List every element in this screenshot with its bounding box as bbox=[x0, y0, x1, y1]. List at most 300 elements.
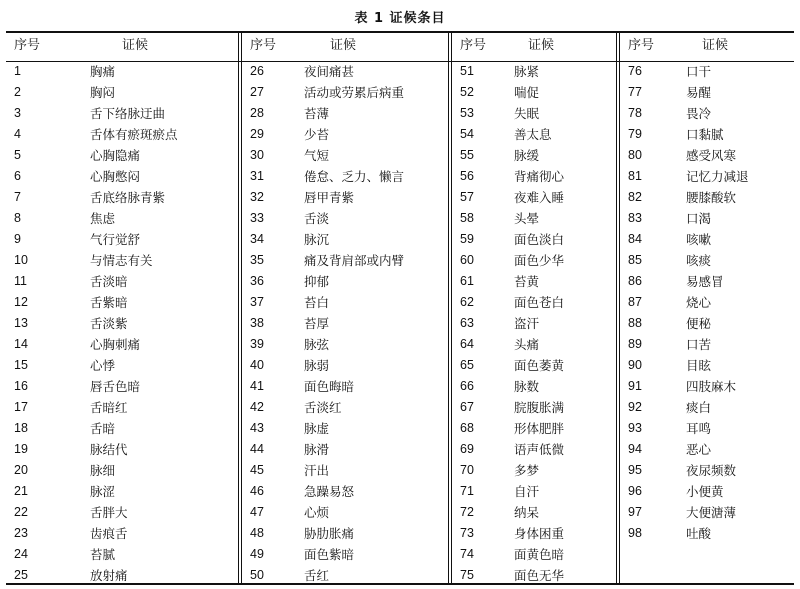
table-row bbox=[6, 292, 238, 313]
row-syndrome: 苔黄 bbox=[514, 274, 540, 289]
row-list bbox=[242, 61, 448, 586]
table-row bbox=[452, 334, 616, 355]
table-row bbox=[6, 124, 238, 145]
row-number: 25 bbox=[14, 568, 28, 582]
row-syndrome: 脉沉 bbox=[304, 232, 330, 247]
column-group-3 bbox=[452, 31, 616, 583]
row-syndrome: 盗汗 bbox=[514, 316, 540, 331]
row-syndrome: 面色少华 bbox=[514, 253, 565, 268]
row-number: 94 bbox=[628, 442, 642, 456]
row-syndrome: 耳鸣 bbox=[686, 421, 712, 436]
table-row bbox=[452, 418, 616, 439]
table-row bbox=[6, 61, 238, 82]
column-group-2 bbox=[242, 31, 448, 583]
row-number: 11 bbox=[14, 274, 27, 288]
table-row bbox=[6, 187, 238, 208]
column-group-4 bbox=[620, 31, 794, 583]
row-number: 45 bbox=[250, 463, 264, 477]
row-number: 42 bbox=[250, 400, 264, 414]
row-syndrome: 胸闷 bbox=[90, 85, 116, 100]
table-row bbox=[452, 460, 616, 481]
row-syndrome: 舌红 bbox=[304, 568, 330, 583]
table-row bbox=[6, 166, 238, 187]
row-syndrome: 舌下络脉迂曲 bbox=[90, 106, 166, 121]
row-syndrome: 齿痕舌 bbox=[90, 526, 128, 541]
row-syndrome: 倦怠、乏力、懒言 bbox=[304, 169, 405, 184]
row-syndrome: 烧心 bbox=[686, 295, 712, 310]
table-row bbox=[6, 376, 238, 397]
table-row bbox=[452, 523, 616, 544]
table-row bbox=[452, 187, 616, 208]
row-syndrome: 脉数 bbox=[514, 379, 540, 394]
row-number: 95 bbox=[628, 463, 642, 477]
row-syndrome: 舌暗 bbox=[90, 421, 116, 436]
table-row bbox=[242, 376, 448, 397]
row-number: 62 bbox=[460, 295, 474, 309]
row-syndrome: 心胸憋闷 bbox=[90, 169, 141, 184]
row-number: 67 bbox=[460, 400, 474, 414]
row-number: 71 bbox=[460, 484, 474, 498]
row-number: 84 bbox=[628, 232, 642, 246]
row-syndrome: 脉虚 bbox=[304, 421, 330, 436]
table-row bbox=[242, 544, 448, 565]
row-syndrome: 小便黄 bbox=[686, 484, 724, 499]
table-row bbox=[452, 145, 616, 166]
row-syndrome: 焦虑 bbox=[90, 211, 116, 226]
row-syndrome: 面色晦暗 bbox=[304, 379, 355, 394]
row-number: 68 bbox=[460, 421, 474, 435]
table-row bbox=[452, 481, 616, 502]
row-number: 8 bbox=[14, 211, 21, 225]
row-syndrome: 心悸 bbox=[90, 358, 116, 373]
row-number: 32 bbox=[250, 190, 264, 204]
table-row bbox=[6, 502, 238, 523]
row-number: 98 bbox=[628, 526, 642, 540]
row-number: 24 bbox=[14, 547, 28, 561]
row-syndrome: 形体肥胖 bbox=[514, 421, 565, 436]
table-row bbox=[620, 187, 794, 208]
row-syndrome: 急躁易怒 bbox=[304, 484, 355, 499]
table-row bbox=[242, 103, 448, 124]
row-number: 80 bbox=[628, 148, 642, 162]
row-number: 52 bbox=[460, 85, 474, 99]
row-syndrome: 苔厚 bbox=[304, 316, 330, 331]
table-row bbox=[6, 523, 238, 544]
table-row bbox=[242, 439, 448, 460]
row-syndrome: 头痛 bbox=[514, 337, 540, 352]
row-syndrome: 气短 bbox=[304, 148, 330, 163]
row-syndrome: 脉紧 bbox=[514, 64, 540, 79]
table-row bbox=[6, 103, 238, 124]
row-number: 15 bbox=[14, 358, 28, 372]
row-number: 18 bbox=[14, 421, 28, 435]
row-number: 78 bbox=[628, 106, 642, 120]
table-row bbox=[242, 334, 448, 355]
row-syndrome: 感受风寒 bbox=[686, 148, 737, 163]
row-number: 63 bbox=[460, 316, 474, 330]
row-syndrome: 夜间痛甚 bbox=[304, 64, 355, 79]
table-row bbox=[620, 208, 794, 229]
row-syndrome: 心胸刺痛 bbox=[90, 337, 141, 352]
row-number: 88 bbox=[628, 316, 642, 330]
row-syndrome: 面色萎黄 bbox=[514, 358, 565, 373]
row-number: 46 bbox=[250, 484, 264, 498]
row-syndrome: 苔薄 bbox=[304, 106, 330, 121]
table-row bbox=[620, 502, 794, 523]
table-row bbox=[620, 103, 794, 124]
row-syndrome: 活动或劳累后病重 bbox=[304, 85, 405, 100]
row-syndrome: 脉缓 bbox=[514, 148, 540, 163]
row-number: 77 bbox=[628, 85, 642, 99]
row-syndrome: 头晕 bbox=[514, 211, 540, 226]
row-number: 20 bbox=[14, 463, 28, 477]
table-row bbox=[620, 61, 794, 82]
table-row bbox=[620, 271, 794, 292]
row-syndrome: 面色苍白 bbox=[514, 295, 565, 310]
row-syndrome: 心胸隐痛 bbox=[90, 148, 141, 163]
table-row bbox=[242, 61, 448, 82]
row-syndrome: 身体困重 bbox=[514, 526, 565, 541]
row-number: 76 bbox=[628, 64, 642, 78]
row-syndrome: 抑郁 bbox=[304, 274, 330, 289]
row-syndrome: 口渴 bbox=[686, 211, 712, 226]
table-row bbox=[452, 313, 616, 334]
row-syndrome: 胁肋胀痛 bbox=[304, 526, 355, 541]
row-syndrome: 目眩 bbox=[686, 358, 712, 373]
row-syndrome: 心烦 bbox=[304, 505, 330, 520]
table-row bbox=[6, 208, 238, 229]
row-number: 3 bbox=[14, 106, 21, 120]
row-syndrome: 面色无华 bbox=[514, 568, 565, 583]
row-number: 31 bbox=[250, 169, 264, 183]
table-row bbox=[452, 439, 616, 460]
table-row bbox=[242, 208, 448, 229]
row-number: 41 bbox=[250, 379, 264, 393]
row-syndrome: 善太息 bbox=[514, 127, 552, 142]
table-row bbox=[452, 208, 616, 229]
row-number: 5 bbox=[14, 148, 21, 162]
table-row bbox=[452, 124, 616, 145]
row-number: 39 bbox=[250, 337, 264, 351]
table-row bbox=[620, 334, 794, 355]
row-number: 4 bbox=[14, 127, 21, 141]
header-number: 序号 bbox=[628, 38, 655, 53]
row-number: 79 bbox=[628, 127, 642, 141]
table-row bbox=[620, 418, 794, 439]
table-row bbox=[6, 271, 238, 292]
row-syndrome: 恶心 bbox=[686, 442, 712, 457]
row-number: 49 bbox=[250, 547, 264, 561]
row-syndrome: 舌底络脉青紫 bbox=[90, 190, 166, 205]
table-row bbox=[452, 355, 616, 376]
row-syndrome: 四肢麻木 bbox=[686, 379, 737, 394]
row-syndrome: 脉结代 bbox=[90, 442, 128, 457]
row-syndrome: 口苦 bbox=[686, 337, 712, 352]
table-row bbox=[452, 103, 616, 124]
row-syndrome: 汗出 bbox=[304, 463, 330, 478]
row-number: 33 bbox=[250, 211, 264, 225]
table-row bbox=[242, 187, 448, 208]
row-syndrome: 多梦 bbox=[514, 463, 540, 478]
row-number: 7 bbox=[14, 190, 21, 204]
table-row bbox=[620, 355, 794, 376]
row-number: 47 bbox=[250, 505, 264, 519]
row-syndrome: 脘腹胀满 bbox=[514, 400, 565, 415]
row-number: 14 bbox=[14, 337, 28, 351]
row-number: 55 bbox=[460, 148, 474, 162]
row-syndrome: 放射痛 bbox=[90, 568, 128, 583]
row-number: 2 bbox=[14, 85, 21, 99]
table-row bbox=[620, 313, 794, 334]
column-header bbox=[6, 31, 238, 61]
row-syndrome: 舌体有瘀斑瘀点 bbox=[90, 127, 178, 142]
table-row bbox=[6, 565, 238, 586]
table-row bbox=[6, 229, 238, 250]
table-row bbox=[6, 481, 238, 502]
row-syndrome: 舌胖大 bbox=[90, 505, 128, 520]
table-row bbox=[6, 460, 238, 481]
row-number: 53 bbox=[460, 106, 474, 120]
row-syndrome: 喘促 bbox=[514, 85, 540, 100]
table-row bbox=[620, 250, 794, 271]
table-row bbox=[6, 418, 238, 439]
row-number: 83 bbox=[628, 211, 642, 225]
table-row bbox=[242, 292, 448, 313]
row-syndrome: 舌淡 bbox=[304, 211, 330, 226]
table-row bbox=[242, 250, 448, 271]
row-number: 44 bbox=[250, 442, 264, 456]
row-syndrome: 面黄色暗 bbox=[514, 547, 565, 562]
header-syndrome: 证候 bbox=[702, 38, 729, 53]
row-syndrome: 记忆力减退 bbox=[686, 169, 749, 184]
table-row bbox=[620, 397, 794, 418]
row-syndrome: 失眠 bbox=[514, 106, 540, 121]
row-number: 50 bbox=[250, 568, 264, 582]
row-syndrome: 语声低微 bbox=[514, 442, 565, 457]
table-row bbox=[242, 145, 448, 166]
row-number: 61 bbox=[460, 274, 474, 288]
table-row bbox=[452, 565, 616, 586]
header-number: 序号 bbox=[250, 38, 277, 53]
table-row bbox=[242, 481, 448, 502]
row-number: 69 bbox=[460, 442, 474, 456]
table-row bbox=[620, 523, 794, 544]
table-row bbox=[452, 166, 616, 187]
row-number: 38 bbox=[250, 316, 264, 330]
row-number: 90 bbox=[628, 358, 642, 372]
row-number: 66 bbox=[460, 379, 474, 393]
row-syndrome: 易感冒 bbox=[686, 274, 724, 289]
row-number: 16 bbox=[14, 379, 28, 393]
table-row bbox=[620, 481, 794, 502]
row-number: 22 bbox=[14, 505, 28, 519]
table-row bbox=[452, 82, 616, 103]
row-number: 96 bbox=[628, 484, 642, 498]
row-syndrome: 夜难入睡 bbox=[514, 190, 565, 205]
row-syndrome: 苔腻 bbox=[90, 547, 116, 562]
row-number: 9 bbox=[14, 232, 21, 246]
row-syndrome: 面色紫暗 bbox=[304, 547, 355, 562]
row-number: 36 bbox=[250, 274, 264, 288]
row-number: 40 bbox=[250, 358, 264, 372]
row-syndrome: 背痛彻心 bbox=[514, 169, 565, 184]
row-number: 82 bbox=[628, 190, 642, 204]
row-number: 59 bbox=[460, 232, 474, 246]
column-group-1 bbox=[6, 31, 238, 583]
row-number: 64 bbox=[460, 337, 474, 351]
row-syndrome: 咳痰 bbox=[686, 253, 712, 268]
row-number: 35 bbox=[250, 253, 264, 267]
row-number: 51 bbox=[460, 64, 474, 78]
row-number: 29 bbox=[250, 127, 264, 141]
row-number: 73 bbox=[460, 526, 474, 540]
row-syndrome: 唇舌色暗 bbox=[90, 379, 141, 394]
table-row bbox=[620, 460, 794, 481]
row-number: 54 bbox=[460, 127, 474, 141]
table-row bbox=[6, 250, 238, 271]
row-syndrome: 畏冷 bbox=[686, 106, 712, 121]
header-syndrome: 证候 bbox=[528, 38, 555, 53]
row-syndrome: 口干 bbox=[686, 64, 712, 79]
row-syndrome: 脉弦 bbox=[304, 337, 330, 352]
table-row bbox=[242, 565, 448, 586]
row-number: 23 bbox=[14, 526, 28, 540]
row-number: 48 bbox=[250, 526, 264, 540]
table-row bbox=[242, 124, 448, 145]
row-number: 81 bbox=[628, 169, 642, 183]
table-row bbox=[620, 229, 794, 250]
row-syndrome: 脉细 bbox=[90, 463, 116, 478]
header-number: 序号 bbox=[14, 38, 41, 53]
row-number: 87 bbox=[628, 295, 642, 309]
row-number: 72 bbox=[460, 505, 474, 519]
row-number: 10 bbox=[14, 253, 28, 267]
table-row bbox=[242, 460, 448, 481]
row-list bbox=[6, 61, 238, 586]
table-row bbox=[6, 334, 238, 355]
row-number: 26 bbox=[250, 64, 264, 78]
table-row bbox=[452, 250, 616, 271]
table-row bbox=[620, 292, 794, 313]
table-row bbox=[242, 166, 448, 187]
table-row bbox=[242, 523, 448, 544]
row-syndrome: 舌淡暗 bbox=[90, 274, 128, 289]
row-syndrome: 脉弱 bbox=[304, 358, 330, 373]
table-row bbox=[452, 61, 616, 82]
row-number: 57 bbox=[460, 190, 474, 204]
row-number: 21 bbox=[14, 484, 28, 498]
row-syndrome: 脉涩 bbox=[90, 484, 116, 499]
row-number: 19 bbox=[14, 442, 28, 456]
header-syndrome: 证候 bbox=[330, 38, 357, 53]
row-syndrome: 面色淡白 bbox=[514, 232, 565, 247]
row-syndrome: 苔白 bbox=[304, 295, 330, 310]
row-syndrome: 夜尿频数 bbox=[686, 463, 737, 478]
table-row bbox=[6, 313, 238, 334]
row-number: 91 bbox=[628, 379, 642, 393]
table-row bbox=[452, 397, 616, 418]
row-number: 97 bbox=[628, 505, 642, 519]
row-number: 37 bbox=[250, 295, 264, 309]
table-row bbox=[242, 355, 448, 376]
table-row bbox=[242, 271, 448, 292]
row-syndrome: 纳呆 bbox=[514, 505, 540, 520]
row-number: 28 bbox=[250, 106, 264, 120]
row-number: 75 bbox=[460, 568, 474, 582]
table-row bbox=[620, 124, 794, 145]
row-number: 86 bbox=[628, 274, 642, 288]
table-row bbox=[6, 82, 238, 103]
column-header bbox=[242, 31, 448, 61]
table-row bbox=[242, 229, 448, 250]
table-row bbox=[242, 313, 448, 334]
row-number: 6 bbox=[14, 169, 21, 183]
row-number: 74 bbox=[460, 547, 474, 561]
table-row bbox=[6, 439, 238, 460]
row-syndrome: 痰白 bbox=[686, 400, 712, 415]
table-row bbox=[6, 145, 238, 166]
row-syndrome: 舌淡紫 bbox=[90, 316, 128, 331]
row-number: 43 bbox=[250, 421, 264, 435]
row-number: 92 bbox=[628, 400, 642, 414]
row-number: 27 bbox=[250, 85, 264, 99]
table-row bbox=[242, 502, 448, 523]
row-number: 56 bbox=[460, 169, 474, 183]
row-syndrome: 自汗 bbox=[514, 484, 540, 499]
row-syndrome: 脉滑 bbox=[304, 442, 330, 457]
header-syndrome: 证候 bbox=[122, 38, 149, 53]
table-row bbox=[452, 229, 616, 250]
row-number: 17 bbox=[14, 400, 28, 414]
row-syndrome: 与情志有关 bbox=[90, 253, 153, 268]
table-row bbox=[6, 355, 238, 376]
row-syndrome: 气行觉舒 bbox=[90, 232, 141, 247]
row-number: 65 bbox=[460, 358, 474, 372]
row-number: 89 bbox=[628, 337, 642, 351]
row-number: 93 bbox=[628, 421, 642, 435]
row-syndrome: 胸痛 bbox=[90, 64, 116, 79]
table-row bbox=[242, 82, 448, 103]
table-row bbox=[452, 292, 616, 313]
row-syndrome: 大便溏薄 bbox=[686, 505, 737, 520]
row-syndrome: 便秘 bbox=[686, 316, 712, 331]
row-number: 58 bbox=[460, 211, 474, 225]
row-number: 12 bbox=[14, 295, 28, 309]
row-syndrome: 唇甲青紫 bbox=[304, 190, 355, 205]
table-row bbox=[452, 376, 616, 397]
row-syndrome: 舌淡红 bbox=[304, 400, 342, 415]
column-header bbox=[620, 31, 794, 61]
header-number: 序号 bbox=[460, 38, 487, 53]
table-row bbox=[242, 397, 448, 418]
row-list bbox=[620, 61, 794, 544]
row-number: 30 bbox=[250, 148, 264, 162]
row-syndrome: 舌暗红 bbox=[90, 400, 128, 415]
row-syndrome: 口黏腻 bbox=[686, 127, 724, 142]
table-row bbox=[242, 418, 448, 439]
table-row bbox=[620, 376, 794, 397]
table-row bbox=[6, 544, 238, 565]
table-row bbox=[620, 145, 794, 166]
row-number: 70 bbox=[460, 463, 474, 477]
row-list bbox=[452, 61, 616, 586]
row-syndrome: 舌紫暗 bbox=[90, 295, 128, 310]
row-number: 13 bbox=[14, 316, 28, 330]
table-row bbox=[620, 82, 794, 103]
table-row bbox=[620, 439, 794, 460]
table-row bbox=[452, 502, 616, 523]
table-row bbox=[6, 397, 238, 418]
